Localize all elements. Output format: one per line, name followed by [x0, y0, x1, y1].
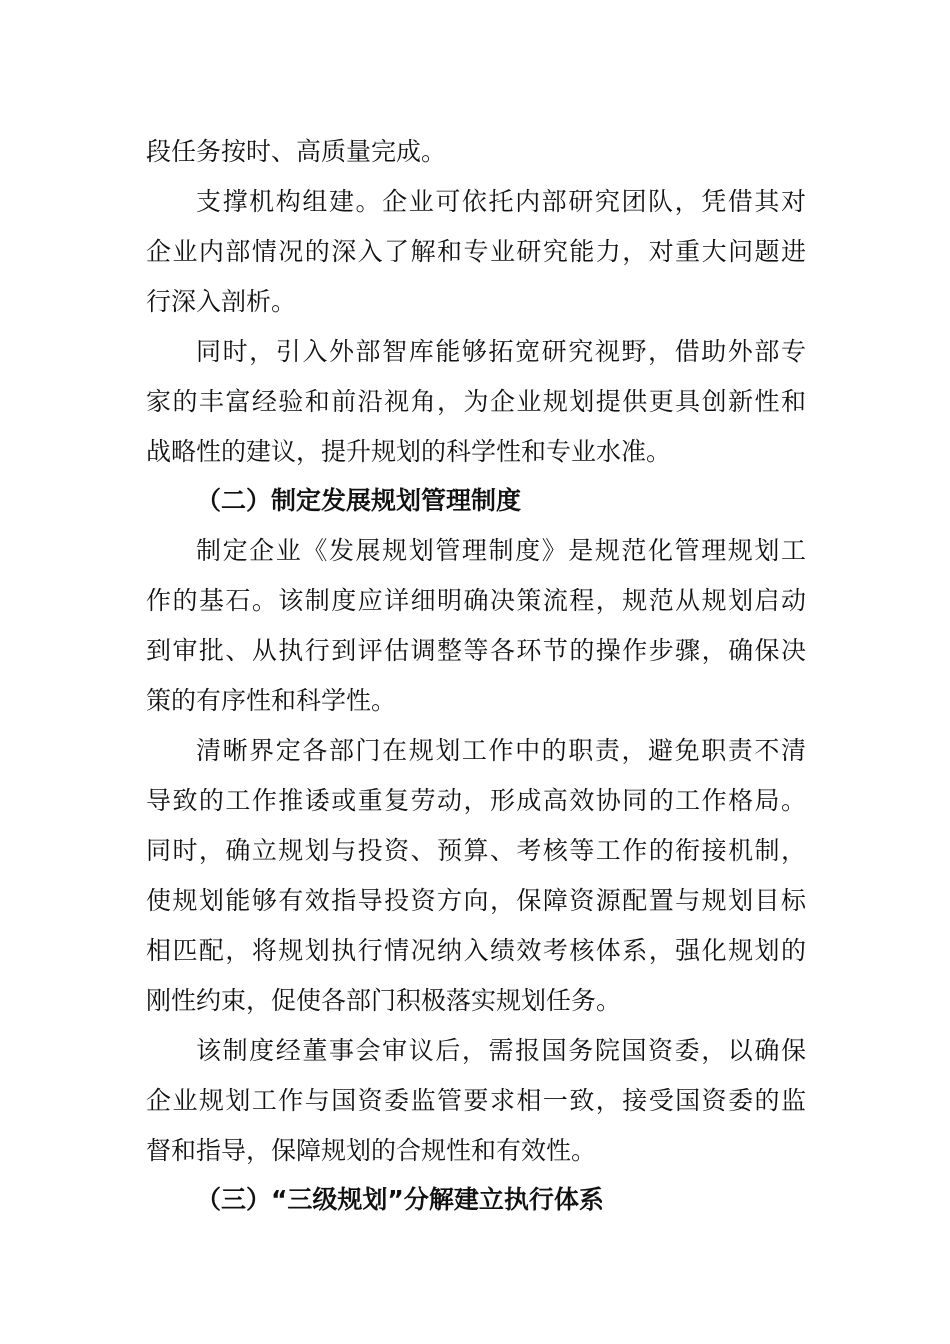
text-line: 到审批、从执行到评估调整等各环节的操作步骤，确保决 [146, 636, 806, 665]
text-line: 段任务按时、高质量完成。 [146, 137, 447, 166]
text-line: 使规划能够有效指导投资方向，保障资源配置与规划目标 [146, 886, 806, 915]
text-line: 企业规划工作与国资委监管要求相一致，接受国资委的监 [146, 1086, 806, 1115]
text-line: 企业内部情况的深入了解和专业研究能力，对重大问题进 [146, 237, 806, 266]
section-heading: （二）制定发展规划管理制度 [196, 486, 522, 515]
text-line: 相匹配，将规划执行情况纳入绩效考核体系，强化规划的 [146, 936, 806, 965]
text-line: 同时，引入外部智库能够拓宽研究视野，借助外部专 [196, 337, 806, 366]
text-line: 刚性约束，促使各部门积极落实规划任务。 [146, 986, 622, 1015]
text-line: 作的基石。该制度应详细明确决策流程，规范从规划启动 [146, 586, 806, 615]
text-line: 策的有序性和科学性。 [146, 686, 397, 715]
text-line: 家的丰富经验和前沿视角，为企业规划提供更具创新性和 [146, 387, 806, 416]
text-line: 清晰界定各部门在规划工作中的职责，避免职责不清 [196, 736, 806, 765]
text-line: 战略性的建议，提升规划的科学性和专业水准。 [146, 437, 672, 466]
text-line: 支撑机构组建。企业可依托内部研究团队，凭借其对 [196, 187, 806, 216]
section-heading: （三）“三级规划”分解建立执行体系 [196, 1185, 604, 1214]
text-line: 导致的工作推诿或重复劳动，形成高效协同的工作格局。 [146, 786, 806, 815]
text-line: 该制度经董事会审议后，需报国务院国资委，以确保 [196, 1036, 806, 1065]
text-line: 督和指导，保障规划的合规性和有效性。 [146, 1136, 597, 1165]
text-line: 制定企业《发展规划管理制度》是规范化管理规划工 [196, 536, 806, 565]
text-line: 行深入剖析。 [146, 287, 297, 316]
text-line: 同时，确立规划与投资、预算、考核等工作的衔接机制， [146, 836, 806, 865]
